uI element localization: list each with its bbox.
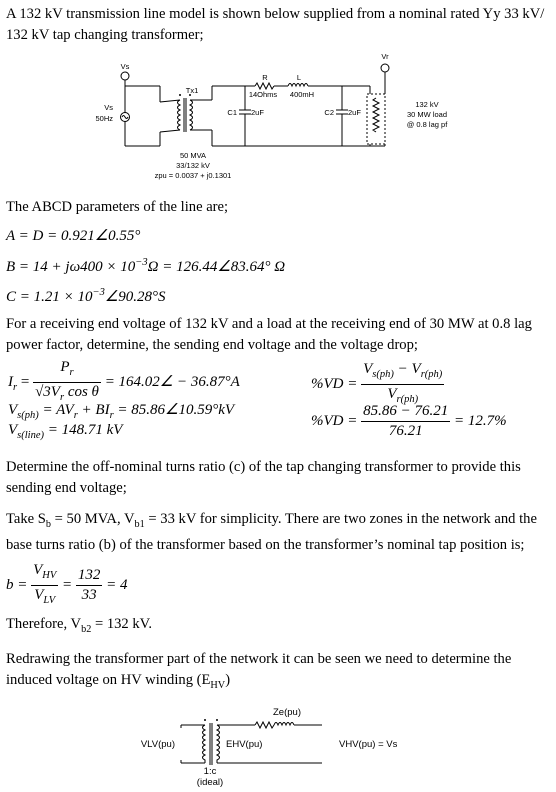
- eq-c: $C = 1.21 \times 10^{-3}\angle 90.28^\circ S$: [6, 287, 166, 305]
- eq-vd-1: %VD = $\frac{V_{s(ph)} - V_{r(ph)}}{V_{r(ph)}}$: [311, 361, 443, 405]
- eq-vs-line: $V_{s(line)} = 148.71$ kV: [8, 422, 123, 441]
- transformer-equivalent-circuit: [0, 695, 556, 790]
- receiving-paragraph: For a receiving end voltage of 132 kV and a load at the receiving end of 30 MW at 0.8 lag power factor, determine, the sending end voltage and the voltage drop;: [6, 316, 532, 353]
- freq-label: 50Hz: [95, 114, 113, 123]
- inductor-icon: [288, 84, 308, 87]
- ehv-label: EHV(pu): [226, 739, 263, 750]
- c2-label: C2: [324, 108, 334, 117]
- ze-label: Ze(pu): [273, 707, 301, 718]
- c2-value: 2uF: [348, 108, 361, 117]
- ratio-label: 1:c: [203, 766, 217, 777]
- load-pf: @ 0.8 lag pf: [406, 120, 448, 129]
- abcd-intro: The ABCD parameters of the line are;: [6, 199, 229, 215]
- resistor-icon: [255, 83, 274, 89]
- ideal-tx-primary-coil: [203, 725, 206, 763]
- vs-probe-label: Vs: [120, 62, 130, 71]
- eq-b-ratio: b = $\frac{V_{HV}}{V_{LV}}$ = $\frac{132}{33}$ = 4: [6, 562, 128, 606]
- tx-label: Tx1: [185, 86, 199, 95]
- c1-label: C1: [227, 108, 237, 117]
- eq-a: A = D = 0.921∠0.55°: [6, 228, 141, 244]
- vs-source-label: Vs: [104, 103, 113, 112]
- transformer-secondary-coil: [190, 100, 193, 130]
- vhv-label: VHV(pu) = Vs: [339, 739, 398, 750]
- r-label: R: [262, 73, 268, 82]
- c1-value: 2uF: [251, 108, 264, 117]
- load-power: 30 MW load: [406, 110, 448, 119]
- load-resistor-icon: [373, 98, 379, 132]
- eq-b: $B = 14 + j\omega 400 \times 10^{-3}\Omega$ = 126.44∠83.64° Ω: [6, 257, 286, 275]
- eq-ir: $I_r$ = $\frac{P_r}{√3V_r \cos \theta}$ = 164.02∠ − 36.87°A: [8, 359, 240, 403]
- redraw-paragraph: Redrawing the transformer part of the network it can be seen we need to determine the induced voltage on HV winding $(E_{HV})$: [6, 651, 512, 691]
- eq-vd-2: %VD = $\frac{85.86 - 76.21}{76.21}$ = 12.7%: [311, 403, 507, 439]
- ideal-tx-secondary-coil: [217, 725, 220, 763]
- load-voltage: 132 kV: [415, 100, 439, 109]
- l-value: 400mH: [289, 90, 315, 99]
- transmission-line-circuit: [0, 48, 556, 188]
- tx-voltage: 33/132 kV: [176, 161, 210, 170]
- r-value: 14Ohms: [248, 90, 278, 99]
- vlv-label: VLV(pu): [140, 739, 175, 750]
- tap-paragraph: Determine the off-nominal turns ratio (c) of the tap changing transformer to provide this sending end voltage;: [6, 459, 521, 496]
- ze-resistor-icon: [255, 722, 274, 728]
- therefore-line: Therefore, $V_{b2} = 132$ kV.: [6, 616, 152, 635]
- tx-impedance: zpu = 0.0037 + j0.1301: [154, 171, 232, 180]
- vr-label: Vr: [381, 52, 389, 61]
- tx-rating: 50 MVA: [179, 151, 207, 160]
- ze-inductor-icon: [274, 723, 294, 726]
- eq-vs-ph: $V_{s(ph)} = AV_r + BI_r$ = 85.86∠10.59°kV: [8, 402, 235, 421]
- intro-paragraph: A 132 kV transmission line model is shown below supplied from a nominal rated Yy 33 kV/ 132 kV tap changing transformer;: [6, 6, 545, 43]
- transformer-primary-coil: [178, 100, 181, 130]
- ideal-label: (ideal): [196, 777, 224, 788]
- l-label: L: [296, 73, 302, 82]
- take-paragraph: Take $S_b = 50$ MVA, $V_{b1} = 33$ kV for simplicity. There are two zones in the network and the base turns ratio (b) of the transformer based on the transformer’s nominal tap position is;: [6, 511, 537, 553]
